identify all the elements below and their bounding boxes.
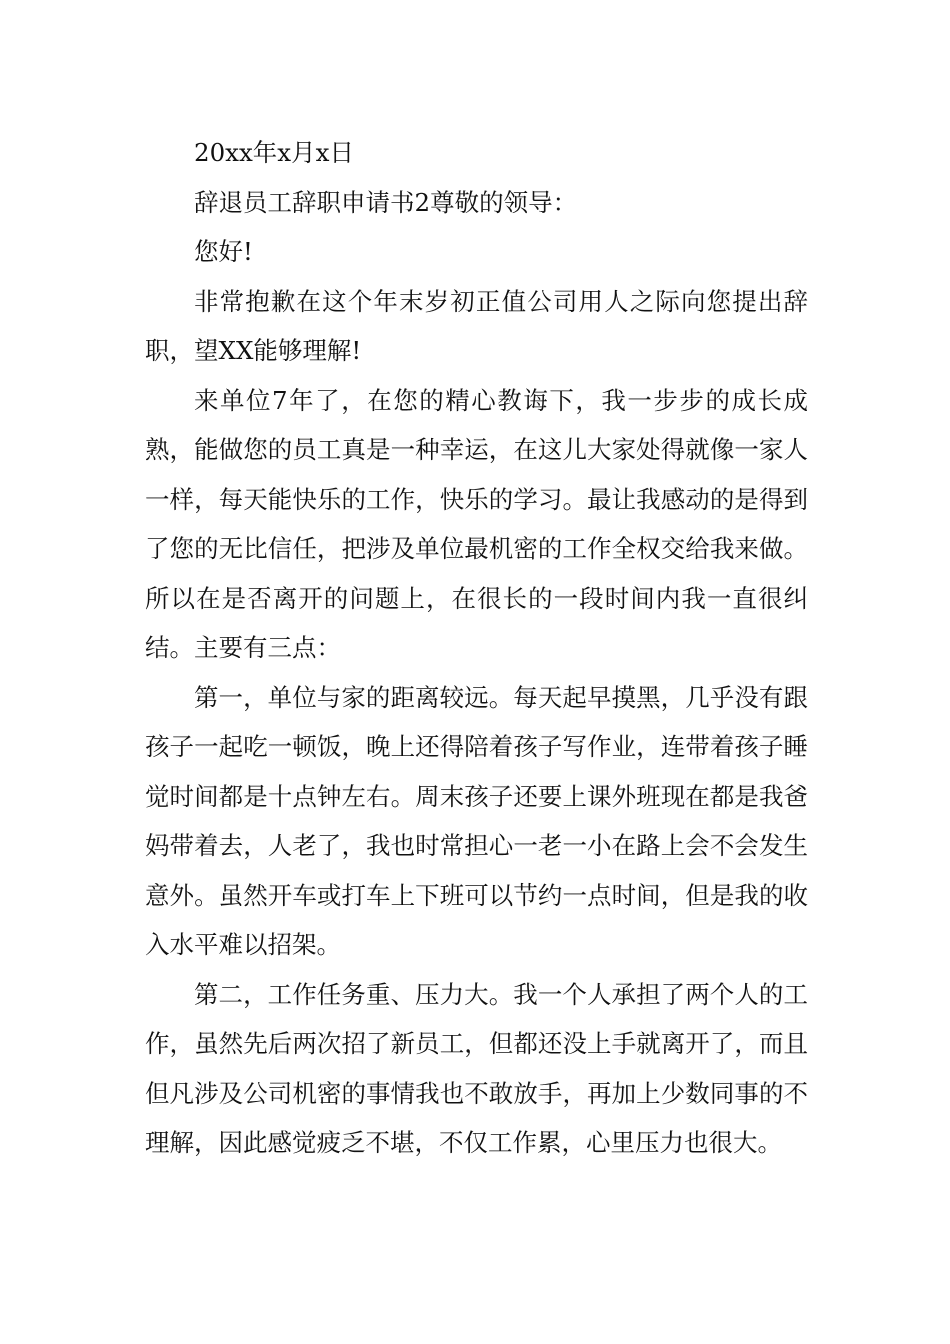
date-line: 20xx年x月x日 (194, 138, 354, 167)
body-paragraph-apology: 非常抱歉在这个年末岁初正值公司用人之际向您提出辞职，望XX能够理解! (145, 286, 808, 365)
body-paragraph-reason-one: 第一，单位与家的距离较远。每天起早摸黑，几乎没有跟孩子一起吃一顿饭，晚上还得陪着孩子写作业，连带着孩子睡觉时间都是十点钟左右。周末孩子还要上课外班现在都是我爸妈带着去，人老了，我也时常担心一老一小在路上会不会发生意外。虽然开车或打车上下班可以节约一点时间，但是我的收入水平难以招架。 (145, 682, 808, 959)
body-paragraph-gratitude: 来单位7年了，在您的精心教诲下，我一步步的成长成熟，能做您的员工真是一种幸运，在这儿大家处得就像一家人一样，每天能快乐的工作，快乐的学习。最让我感动的是得到了您的无比信任，把涉及单位最机密的工作全权交给我来做。所以在是否离开的问题上，在很长的一段时间内我一直很纠结。主要有三点： (145, 385, 808, 662)
body-paragraph-reason-two: 第二，工作任务重、压力大。我一个人承担了两个人的工作，虽然先后两次招了新员工，但都还没上手就离开了，而且但凡涉及公司机密的事情我也不敢放手，再加上少数同事的不理解，因此感觉疲乏不堪，不仅工作累，心里压力也很大。 (145, 979, 808, 1157)
greeting: 您好! (194, 237, 253, 266)
title-salutation: 辞退员工辞职申请书2尊敬的领导： (194, 187, 578, 217)
